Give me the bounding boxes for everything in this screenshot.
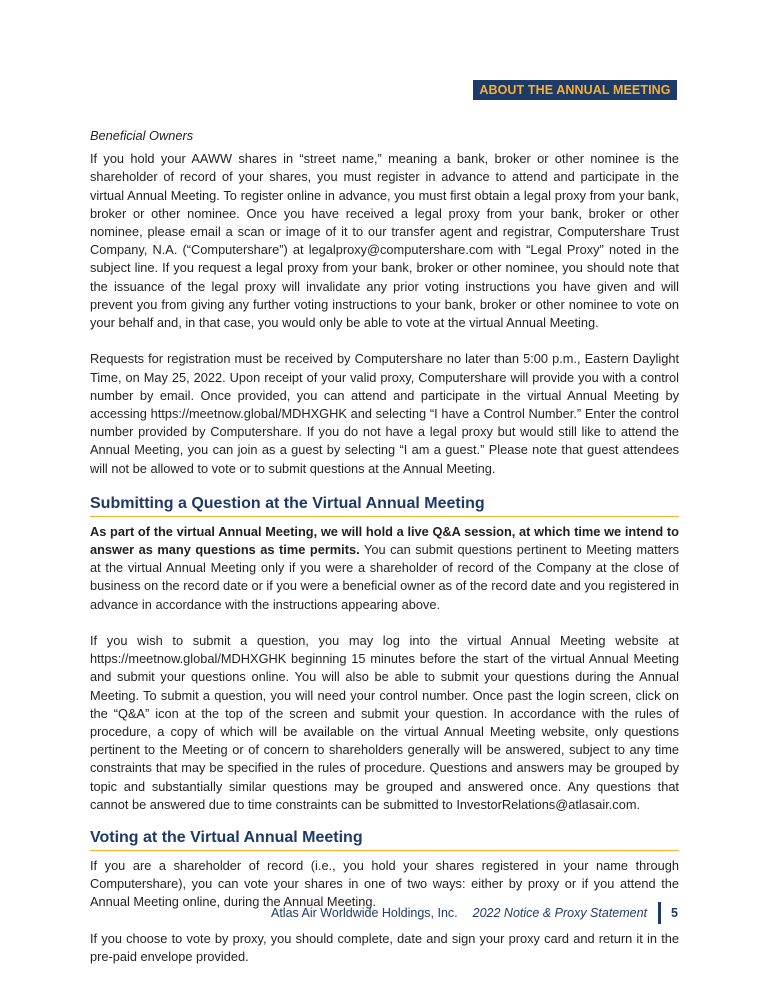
submitting-question-lead: As part of the virtual Annual Meeting, we will hold a live Q&A session, at which time we intend to answer as many questions as time permits.: [90, 523, 679, 558]
footer-company: Atlas Air Worldwide Holdings, Inc.: [270, 906, 458, 920]
page-number: 5: [671, 906, 678, 920]
page-footer: [0, 902, 678, 924]
beneficial-owners-paragraph-2: Requests for registration must be received by Computershare no later than 5:00 p.m., Eastern Daylight Time, on May 25, 2022. Upon receipt of your valid proxy, Computershare will provide you with a control number by email. Once provided, you can attend and participate in the virtual Annual Meeting by accessing https://meetnow.global/MDHXGHK and selecting “I have a Control Number.” Enter the control number provided by Computershare. If you do not have a legal proxy but would still like to attend the Annual Meeting, you can join as a guest by selecting “I am a guest.” Please note that guest attendees will not be allowed to vote or to submit questions at the Annual Meeting.: [90, 351, 679, 476]
voting-paragraph-2: If you choose to vote by proxy, you should complete, date and sign your proxy card and return it in the pre-paid envelope provided.: [90, 930, 679, 965]
beneficial-owners-paragraph-1: If you hold your AAWW shares in “street name,” meaning a bank, broker or other nominee is the shareholder of record of your shares, you must register in advance to attend and participate in the virtual Annual Meeting. To register online in advance, you must first obtain a legal proxy from your bank, broker or other nominee. Once you have received a legal proxy from your bank, broker or other nominee, please email a scan or image of it to our transfer agent and registrar, Computershare Trust Company, N.A. (“Computershare”) at legalproxy@computershare.com with “Legal Proxy” noted in the subject line. If you request a legal proxy from your bank, broker or other nominee, you should note that the issuance of the legal proxy will invalidate any prior voting instructions you have given and will prevent you from giving any further voting instructions to your bank, broker or other nominee to vote on your behalf and, in that case, you would only be able to vote at the virtual Annual Meeting.: [90, 151, 679, 331]
page-content: [90, 127, 679, 966]
section-badge: ABOUT THE ANNUAL MEETING: [473, 80, 677, 100]
footer-document-title: 2022 Notice & Proxy Statement: [472, 906, 648, 920]
beneficial-owners-heading: Beneficial Owners: [90, 128, 194, 143]
voting-paragraph-1: If you are a shareholder of record (i.e., you hold your shares registered in your name through Computershare), you can vote your shares in one of two ways: either by proxy or if you attend the Annual Meeting online, during the Annual Meeting.: [90, 858, 679, 910]
submitting-question-heading: Submitting a Question at the Virtual Annual Meeting: [90, 494, 679, 517]
footer-divider: [658, 902, 661, 924]
submitting-question-paragraph-1: [90, 523, 679, 614]
voting-heading: Voting at the Virtual Annual Meeting: [90, 828, 679, 851]
submitting-question-body: You can submit questions pertinent to Meeting matters at the virtual Annual Meeting only if you were a shareholder of record of the Company at the close of business on the record date or if you were a beneficial owner as of the record date and you registered in advance in accordance with the instructions appearing above.: [90, 542, 680, 612]
submitting-question-paragraph-2: If you wish to submit a question, you may log into the virtual Annual Meeting website at https://meetnow.global/MDHXGHK beginning 15 minutes before the start of the virtual Annual Meeting and submit your questions online. You will also be able to submit your questions during the Annual Meeting. To submit a question, you will need your control number. Once past the login screen, click on the “Q&A” icon at the top of the screen and submit your question. In accordance with the rules of procedure, a copy of which will be available on the virtual Annual Meeting website, only questions pertinent to the Meeting or of concern to shareholders generally will be answered, subject to any time constraints that may be specified in the rules of procedure. Questions and answers may be grouped by topic and substantially similar questions may be grouped and answered once. Any questions that cannot be answered due to time constraints can be submitted to InvestorRelations@atlasair.com.: [90, 633, 679, 812]
